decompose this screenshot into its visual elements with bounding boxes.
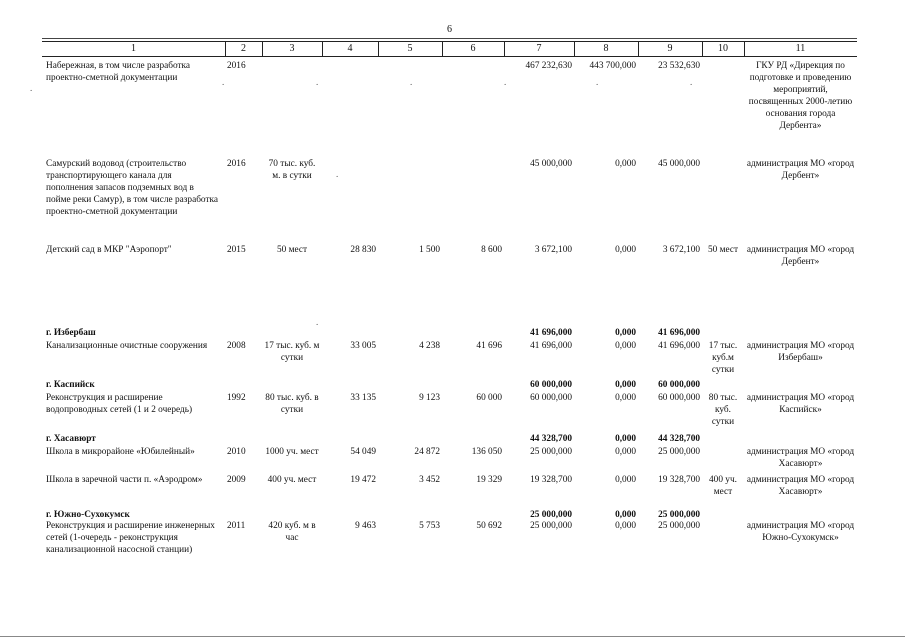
year-cell: 2010 (227, 447, 246, 457)
owner-cell: администрация МО «город Хасавюрт» (746, 447, 855, 470)
value-cell-6: 8 600 (481, 245, 502, 255)
city-total-9: 44 328,700 (658, 434, 700, 444)
header-separator (744, 42, 745, 56)
header-cell: 3 (289, 43, 295, 54)
value-cell-8: 0,000 (615, 245, 636, 255)
year-cell: 2011 (227, 521, 246, 531)
item-name: Детский сад в МКР "Аэропорт" (46, 245, 172, 255)
value-cell-6: 60 000 (476, 393, 502, 403)
value-cell-5: 1 500 (419, 245, 440, 255)
city-total-7: 25 000,000 (530, 510, 572, 520)
capacity-actual-cell: 400 уч. мест (709, 475, 737, 498)
year-cell: 2016 (227, 61, 246, 71)
header-separator (322, 42, 323, 56)
header-cell: 9 (667, 43, 673, 54)
owner-cell: администрация МО «город Южно-Сухокумск» (746, 521, 855, 544)
scan-speck: . (596, 77, 599, 87)
value-cell-8: 0,000 (615, 521, 636, 531)
value-cell-8: 0,000 (615, 159, 636, 169)
value-cell-5: 3 452 (419, 475, 440, 485)
value-cell-5: 9 123 (419, 393, 440, 403)
header-cell: 7 (536, 43, 542, 54)
city-total-7: 60 000,000 (530, 380, 572, 390)
header-separator (225, 42, 226, 56)
city-heading: г. Избербаш (46, 328, 96, 338)
owner-cell: администрация МО «город Дербент» (746, 245, 855, 268)
city-total-7: 44 328,700 (530, 434, 572, 444)
value-cell-8: 0,000 (615, 341, 636, 351)
city-total-8: 0,000 (615, 380, 636, 390)
header-separator (574, 42, 575, 56)
year-cell: 2009 (227, 475, 246, 485)
scan-speck: . (222, 77, 225, 87)
capacity-cell: 1000 уч. мест (265, 447, 319, 457)
value-cell-6: 50 692 (476, 521, 502, 531)
value-cell-4: 33 005 (350, 341, 376, 351)
value-cell-8: 443 700,000 (589, 61, 636, 71)
scan-speck: . (690, 77, 693, 87)
value-cell-7: 25 000,000 (530, 521, 572, 531)
city-total-9: 25 000,000 (658, 510, 700, 520)
city-total-8: 0,000 (615, 328, 636, 338)
owner-cell: администрация МО «город Каспийск» (746, 393, 855, 416)
item-name: Школа в микрорайоне «Юбилейный» (46, 447, 195, 457)
value-cell-9: 41 696,000 (658, 341, 700, 351)
capacity-cell: 420 куб. м в час (268, 521, 316, 544)
capacity-actual-cell: 17 тыс. куб.м сутки (708, 341, 738, 376)
header-cell: 8 (603, 43, 609, 54)
bottom-rule (0, 636, 905, 637)
value-cell-9: 3 672,100 (662, 245, 700, 255)
capacity-cell: 80 тыс. куб. в сутки (265, 393, 319, 416)
value-cell-5: 4 238 (419, 341, 440, 351)
value-cell-4: 9 463 (355, 521, 376, 531)
owner-cell: администрация МО «город Избербаш» (746, 341, 855, 364)
city-total-9: 41 696,000 (658, 328, 700, 338)
capacity-cell: 50 мест (276, 245, 308, 255)
year-cell: 2008 (227, 341, 246, 351)
scan-speck: . (410, 77, 413, 87)
item-name: Реконструкция и расширение водопроводных сетей (1 и 2 очередь) (46, 393, 193, 416)
value-cell-5: 5 753 (419, 521, 440, 531)
value-cell-6: 136 050 (471, 447, 502, 457)
header-separator (378, 42, 379, 56)
value-cell-7: 467 232,630 (525, 61, 572, 71)
value-cell-9: 23 532,630 (658, 61, 700, 71)
value-cell-7: 3 672,100 (534, 245, 572, 255)
year-cell: 1992 (227, 393, 246, 403)
header-cell: 5 (407, 43, 413, 54)
header-cell: 10 (718, 43, 728, 54)
value-cell-8: 0,000 (615, 475, 636, 485)
city-total-8: 0,000 (615, 510, 636, 520)
value-cell-7: 19 328,700 (530, 475, 572, 485)
value-cell-4: 33 135 (350, 393, 376, 403)
item-name: Реконструкция и расширение инженерных сетей (1-очередь - реконструкция канализационной насосной станции) (46, 521, 215, 556)
header-cell: 2 (241, 43, 246, 54)
scan-speck: . (336, 169, 339, 179)
value-cell-6: 19 329 (476, 475, 502, 485)
value-cell-7: 45 000,000 (530, 159, 572, 169)
header-cell: 11 (795, 43, 806, 54)
scan-speck: . (504, 77, 507, 87)
year-cell: 2016 (227, 159, 246, 169)
owner-cell: ГКУ РД «Дирекция по подготовке и проведению мероприятий, посвященных 2000-летию основания города Дербента» (748, 61, 853, 132)
value-cell-4: 28 830 (350, 245, 376, 255)
capacity-cell: 17 тыс. куб. м сутки (264, 341, 320, 364)
city-total-9: 60 000,000 (658, 380, 700, 390)
value-cell-6: 41 696 (476, 341, 502, 351)
capacity-actual-cell: 80 тыс. куб. сутки (708, 393, 738, 428)
header-cell: 6 (470, 43, 476, 54)
city-total-7: 41 696,000 (530, 328, 572, 338)
header-separator (262, 42, 263, 56)
value-cell-7: 60 000,000 (530, 393, 572, 403)
value-cell-4: 19 472 (350, 475, 376, 485)
city-total-8: 0,000 (615, 434, 636, 444)
value-cell-7: 41 696,000 (530, 341, 572, 351)
item-name: Канализационные очистные сооружения (46, 341, 208, 351)
header-cell: 1 (131, 43, 136, 54)
value-cell-9: 25 000,000 (658, 447, 700, 457)
header-cell: 4 (347, 43, 353, 54)
top-rule (42, 38, 857, 39)
header-separator (442, 42, 443, 56)
capacity-cell: 70 тыс. куб. м. в сутки (268, 159, 316, 182)
value-cell-9: 60 000,000 (658, 393, 700, 403)
city-heading: г. Хасавюрт (46, 434, 96, 444)
header-separator (504, 42, 505, 56)
page-number: 6 (447, 24, 452, 35)
capacity-cell: 400 уч. мест (267, 475, 317, 485)
value-cell-9: 25 000,000 (658, 521, 700, 531)
value-cell-7: 25 000,000 (530, 447, 572, 457)
scan-speck: . (30, 83, 33, 93)
table-header-row (42, 41, 857, 57)
scan-speck: . (316, 317, 319, 327)
value-cell-4: 54 049 (350, 447, 376, 457)
scan-speck: . (316, 77, 319, 87)
header-separator (702, 42, 703, 56)
city-heading: г. Южно-Сухокумск (46, 510, 130, 520)
owner-cell: администрация МО «город Хасавюрт» (746, 475, 855, 498)
value-cell-8: 0,000 (615, 447, 636, 457)
value-cell-9: 19 328,700 (658, 475, 700, 485)
capacity-actual-cell: 50 мест (707, 245, 739, 255)
value-cell-9: 45 000,000 (658, 159, 700, 169)
item-name: Школа в заречной части п. «Аэродром» (46, 475, 203, 485)
header-separator (638, 42, 639, 56)
item-name: Самурский водовод (строительство транспортирующего канала для пополнения запасов подземных вод в пойме реки Самур), в том числе разработка проектно-сметной документации (46, 159, 219, 218)
value-cell-8: 0,000 (615, 393, 636, 403)
year-cell: 2015 (227, 245, 246, 255)
value-cell-5: 24 872 (414, 447, 440, 457)
owner-cell: администрация МО «город Дербент» (746, 159, 855, 182)
city-heading: г. Каспийск (46, 380, 95, 390)
item-name: Набережная, в том числе разработка проектно-сметной документации (46, 61, 191, 84)
